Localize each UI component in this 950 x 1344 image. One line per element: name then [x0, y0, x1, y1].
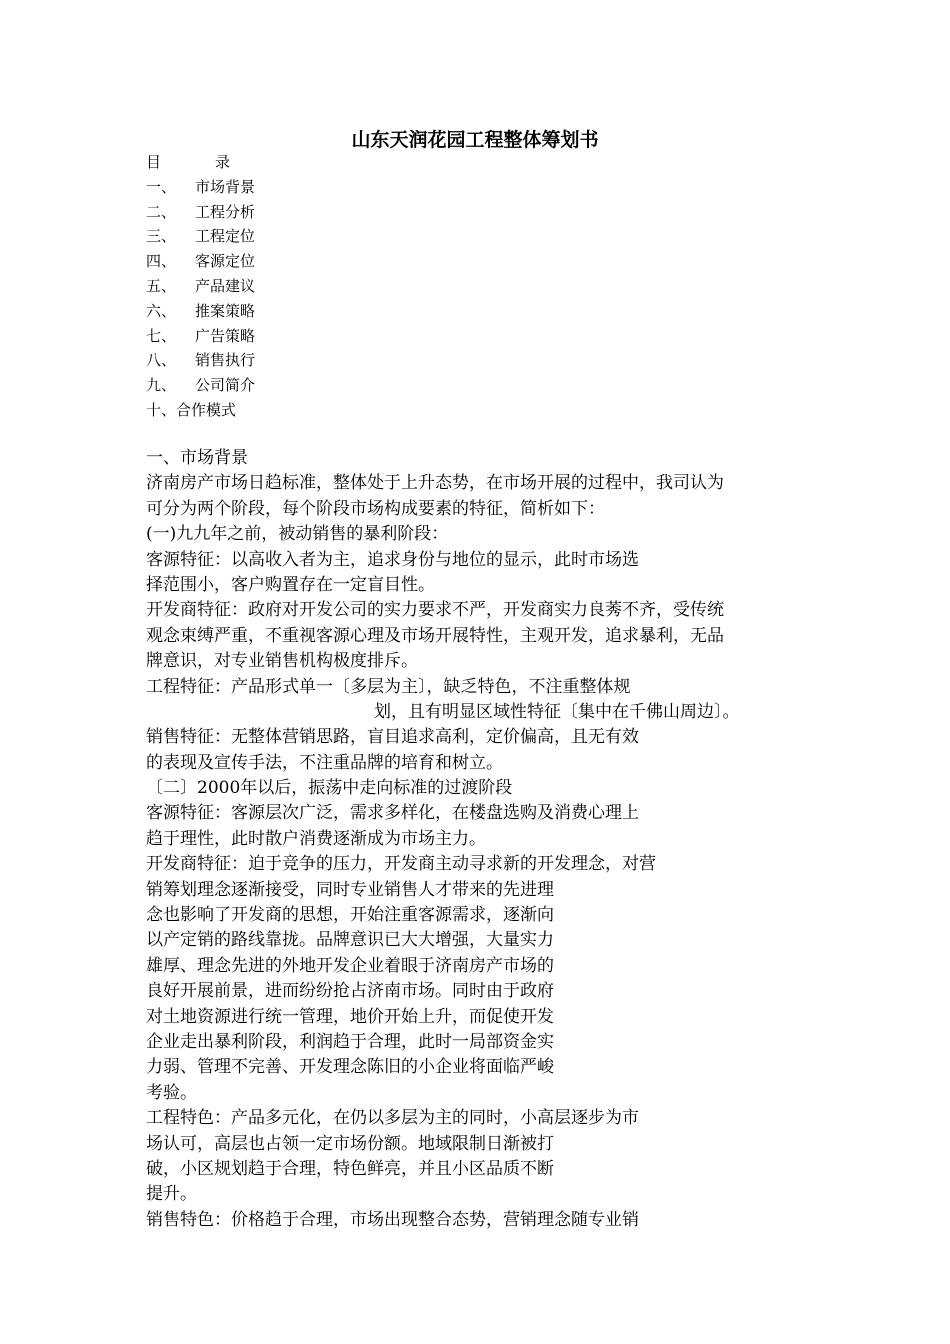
paragraph-line: 对土地资源进行统一管理，地价开始上升，而促使开发 [146, 1006, 554, 1027]
toc-item [146, 175, 546, 200]
paragraph-line: 场认可，高层也占领一定市场份额。地域限制日渐被打 [146, 1133, 554, 1154]
paragraph-line: 销售特征：无整体营销思路，盲目追求高利，定价偏高，且无有效 [146, 727, 639, 748]
paragraph-line: 以产定销的路线靠拢。品牌意识已大大增强，大量实力 [146, 930, 554, 951]
paragraph-line: 工程特征：产品形式单一〔多层为主〕，缺乏特色，不注重整体规 [146, 676, 631, 697]
toc-item-number: 三、 [146, 227, 177, 246]
paragraph-line: 良好开展前景，进而纷纷抢占济南市场。同时由于政府 [146, 981, 554, 1002]
toc-item [146, 274, 546, 299]
paragraph-line: 企业走出暴利阶段，利润趋于合理，此时一局部资金实 [146, 1031, 554, 1052]
toc-item-label: 公司简介 [195, 376, 256, 395]
toc-item-number: 七、 [146, 326, 177, 345]
paragraph-line: 破，小区规划趋于合理，特色鲜亮，并且小区品质不断 [146, 1158, 554, 1179]
toc-item-last: 十、合作模式 [146, 400, 237, 419]
table-of-contents [146, 150, 546, 423]
toc-item-number: 八、 [146, 351, 177, 370]
toc-heading-left: 目 [146, 153, 162, 171]
paragraph-line: (一)九九年之前，被动销售的暴利阶段： [146, 524, 449, 545]
toc-item-number: 一、 [146, 177, 177, 196]
paragraph-line: 工程特色：产品多元化，在仍以多层为主的同时，小高层逐步为市 [146, 1108, 639, 1129]
toc-item-number: 二、 [146, 202, 177, 221]
paragraph-line: 念也影响了开发商的思想，开始注重客源需求，逐渐向 [146, 905, 554, 926]
toc-heading-right: 录 [215, 153, 231, 171]
toc-item-label: 工程定位 [195, 227, 256, 246]
paragraph-line: 提升。 [146, 1184, 197, 1205]
toc-item-label: 销售执行 [195, 351, 256, 370]
toc-item [146, 373, 546, 398]
paragraph-line: 客源特征：客源层次广泛，需求多样化，在楼盘选购及消费心理上 [146, 803, 639, 824]
toc-item [146, 249, 546, 274]
paragraph-line: 开发商特征：政府对开发公司的实力要求不严，开发商实力良莠不齐，受传统 [146, 600, 724, 621]
paragraph-line: 观念束缚严重，不重视客源心理及市场开展特性，主观开发，追求暴利，无品 [146, 625, 724, 646]
toc-item [146, 200, 546, 225]
paragraph-line: 的表现及宣传手法，不注重品牌的培育和树立。 [146, 752, 503, 773]
paragraph-line: 择范围小，客户购置存在一定盲目性。 [146, 574, 435, 595]
toc-item-number: 五、 [146, 276, 177, 295]
toc-heading [146, 150, 546, 175]
toc-item-label: 推案策略 [195, 301, 256, 320]
paragraph-line: 可分为两个阶段，每个阶段市场构成要素的特征，简析如下： [146, 498, 605, 519]
paragraph-line: 考验。 [146, 1082, 197, 1103]
paragraph-line: 济南房产市场日趋标准，整体处于上升态势，在市场开展的过程中，我司认为 [146, 473, 724, 494]
paragraph-line: 〔二〕2000年以后，振荡中走向标准的过渡阶段 [146, 778, 513, 799]
paragraph-line: 牌意识，对专业销售机构极度排斥。 [146, 651, 418, 672]
paragraph-line: 划，且有明显区域性特征〔集中在千佛山周边〕。 [374, 701, 740, 722]
paragraph-line: 销筹划理念逐渐接受，同时专业销售人才带来的先进理 [146, 879, 554, 900]
toc-item-number: 六、 [146, 301, 177, 320]
toc-item-label: 市场背景 [195, 177, 256, 196]
toc-item-label: 客源定位 [195, 252, 256, 271]
toc-item [146, 324, 546, 349]
paragraph-line: 力弱、管理不完善、开发理念陈旧的小企业将面临严峻 [146, 1057, 554, 1078]
document-title: 山东天润花园工程整体筹划书 [351, 129, 599, 151]
paragraph-line: 客源特征：以高收入者为主，追求身份与地位的显示，此时市场选 [146, 549, 639, 570]
toc-item [146, 224, 546, 249]
toc-item [146, 299, 546, 324]
section-market-background [146, 446, 806, 1233]
toc-item-label: 广告策略 [195, 326, 256, 345]
paragraph-line: 趋于理性，此时散户消费逐渐成为市场主力。 [146, 828, 486, 849]
paragraph-line: 雄厚、理念先进的外地开发企业着眼于济南房产市场的 [146, 955, 554, 976]
toc-item-number: 四、 [146, 252, 177, 271]
toc-item-label: 工程分析 [195, 202, 256, 221]
section-heading: 一、市场背景 [146, 448, 248, 468]
toc-item-number: 九、 [146, 376, 177, 395]
toc-item [146, 348, 546, 373]
paragraph-line: 销售特色：价格趋于合理，市场出现整合态势，营销理念随专业销 [146, 1209, 639, 1230]
paragraph-line: 开发商特征：迫于竞争的压力，开发商主动寻求新的开发理念，对营 [146, 854, 656, 875]
toc-item-label: 产品建议 [195, 276, 256, 295]
